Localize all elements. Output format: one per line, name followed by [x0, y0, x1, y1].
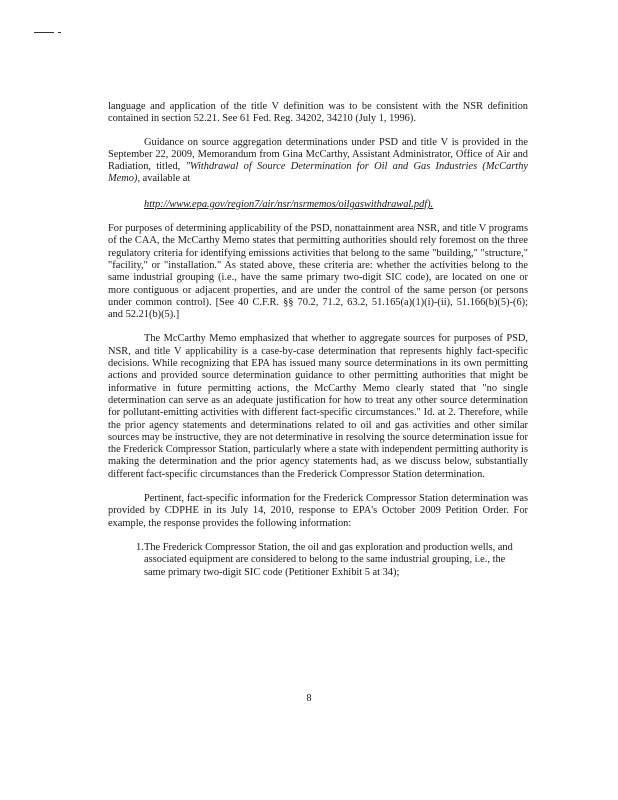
- list-item-text: The Frederick Compressor Station, the oil and gas exploration and production wells, and associated equipment are considered to belong to the same industrial grouping, i.e., the same primary two-digit SIC code (Petitioner Exhibit 5 at 34);: [144, 541, 513, 578]
- corner-mark-dot: [58, 32, 61, 33]
- memo-url-link[interactable]: http://www.epa.gov/region7/air/nsr/nsrmemos/oilgaswithdrawal.pdf).: [144, 198, 434, 210]
- paragraph-5: Pertinent, fact-specific information for the Frederick Compressor Station determination was provided by CDPHE in its July 14, 2010, response to EPA's October 2009 Petition Order. For example, the response provides the following information:: [108, 493, 528, 529]
- memo-title: "Withdrawal of Source Determination for Oil and Gas Industries (McCarthy Memo): [108, 161, 528, 185]
- page-number: 8: [306, 693, 312, 704]
- paragraph-2: [108, 137, 528, 186]
- paragraph-2-text: Guidance on source aggregation determinations under PSD and title V is provided in the September 22, 2009, Memorandum from Gina McCarthy, Assistant Administrator, Office of Air and Radiation, titled,: [108, 136, 528, 173]
- paragraph-2-tail: , available at: [137, 173, 191, 185]
- document-body: [108, 101, 528, 579]
- paragraph-1: language and application of the title V definition was to be consistent with the NSR definition contained in section 52.21. See 61 Fed. Reg. 34202, 34210 (July 1, 1996).: [108, 101, 528, 125]
- list-item-number: 1.: [136, 541, 144, 553]
- corner-mark: [34, 32, 54, 33]
- paragraph-4: The McCarthy Memo emphasized that whether to aggregate sources for purposes of PSD, NSR, and title V applicability is a case-by-case determination that represents highly fact-specific decisions. While recognizing that EPA has issued many source determinations in its own permitting actions and provided source determination guidance to other permitting authorities that might be informative in future permitting actions, the McCarthy Memo clearly stated that "no single determination can serve as an adequate justification for how to treat any other source determination for pollutant-emitting activities with different fact-specific circumstances." Id. at 2. Therefore, while the prior agency statements and determinations related to oil and gas activities and other similar sources may be instructive, they are not determinative in resolving the source determination issue for the Frederick Compressor Station, particularly where a state with independent permitting authority is making the determination and the prior agency statements had, as we discuss below, substantially different fact-specific circumstances than the Frederick Compressor Station determination.: [108, 333, 528, 480]
- list-item: [108, 542, 528, 579]
- paragraph-3: For purposes of determining applicability of the PSD, nonattainment area NSR, and title V programs of the CAA, the McCarthy Memo states that permitting authorities should rely foremost on the three regulatory criteria for identifying emissions activities that belong to the same "building," "structure," "facility," or "installation." As stated above, these criteria are: whether the activities belong to the same industrial grouping (i.e., have the same primary two-digit SIC code), are located on one or more contiguous or adjacent properties, and are under the control of the same person (or persons under common control). [See 40 C.F.R. §§ 70.2, 71.2, 63.2, 51.165(a)(1)(i)-(ii), 51.166(b)(5)-(6); and 52.21(b)(5).]: [108, 223, 528, 321]
